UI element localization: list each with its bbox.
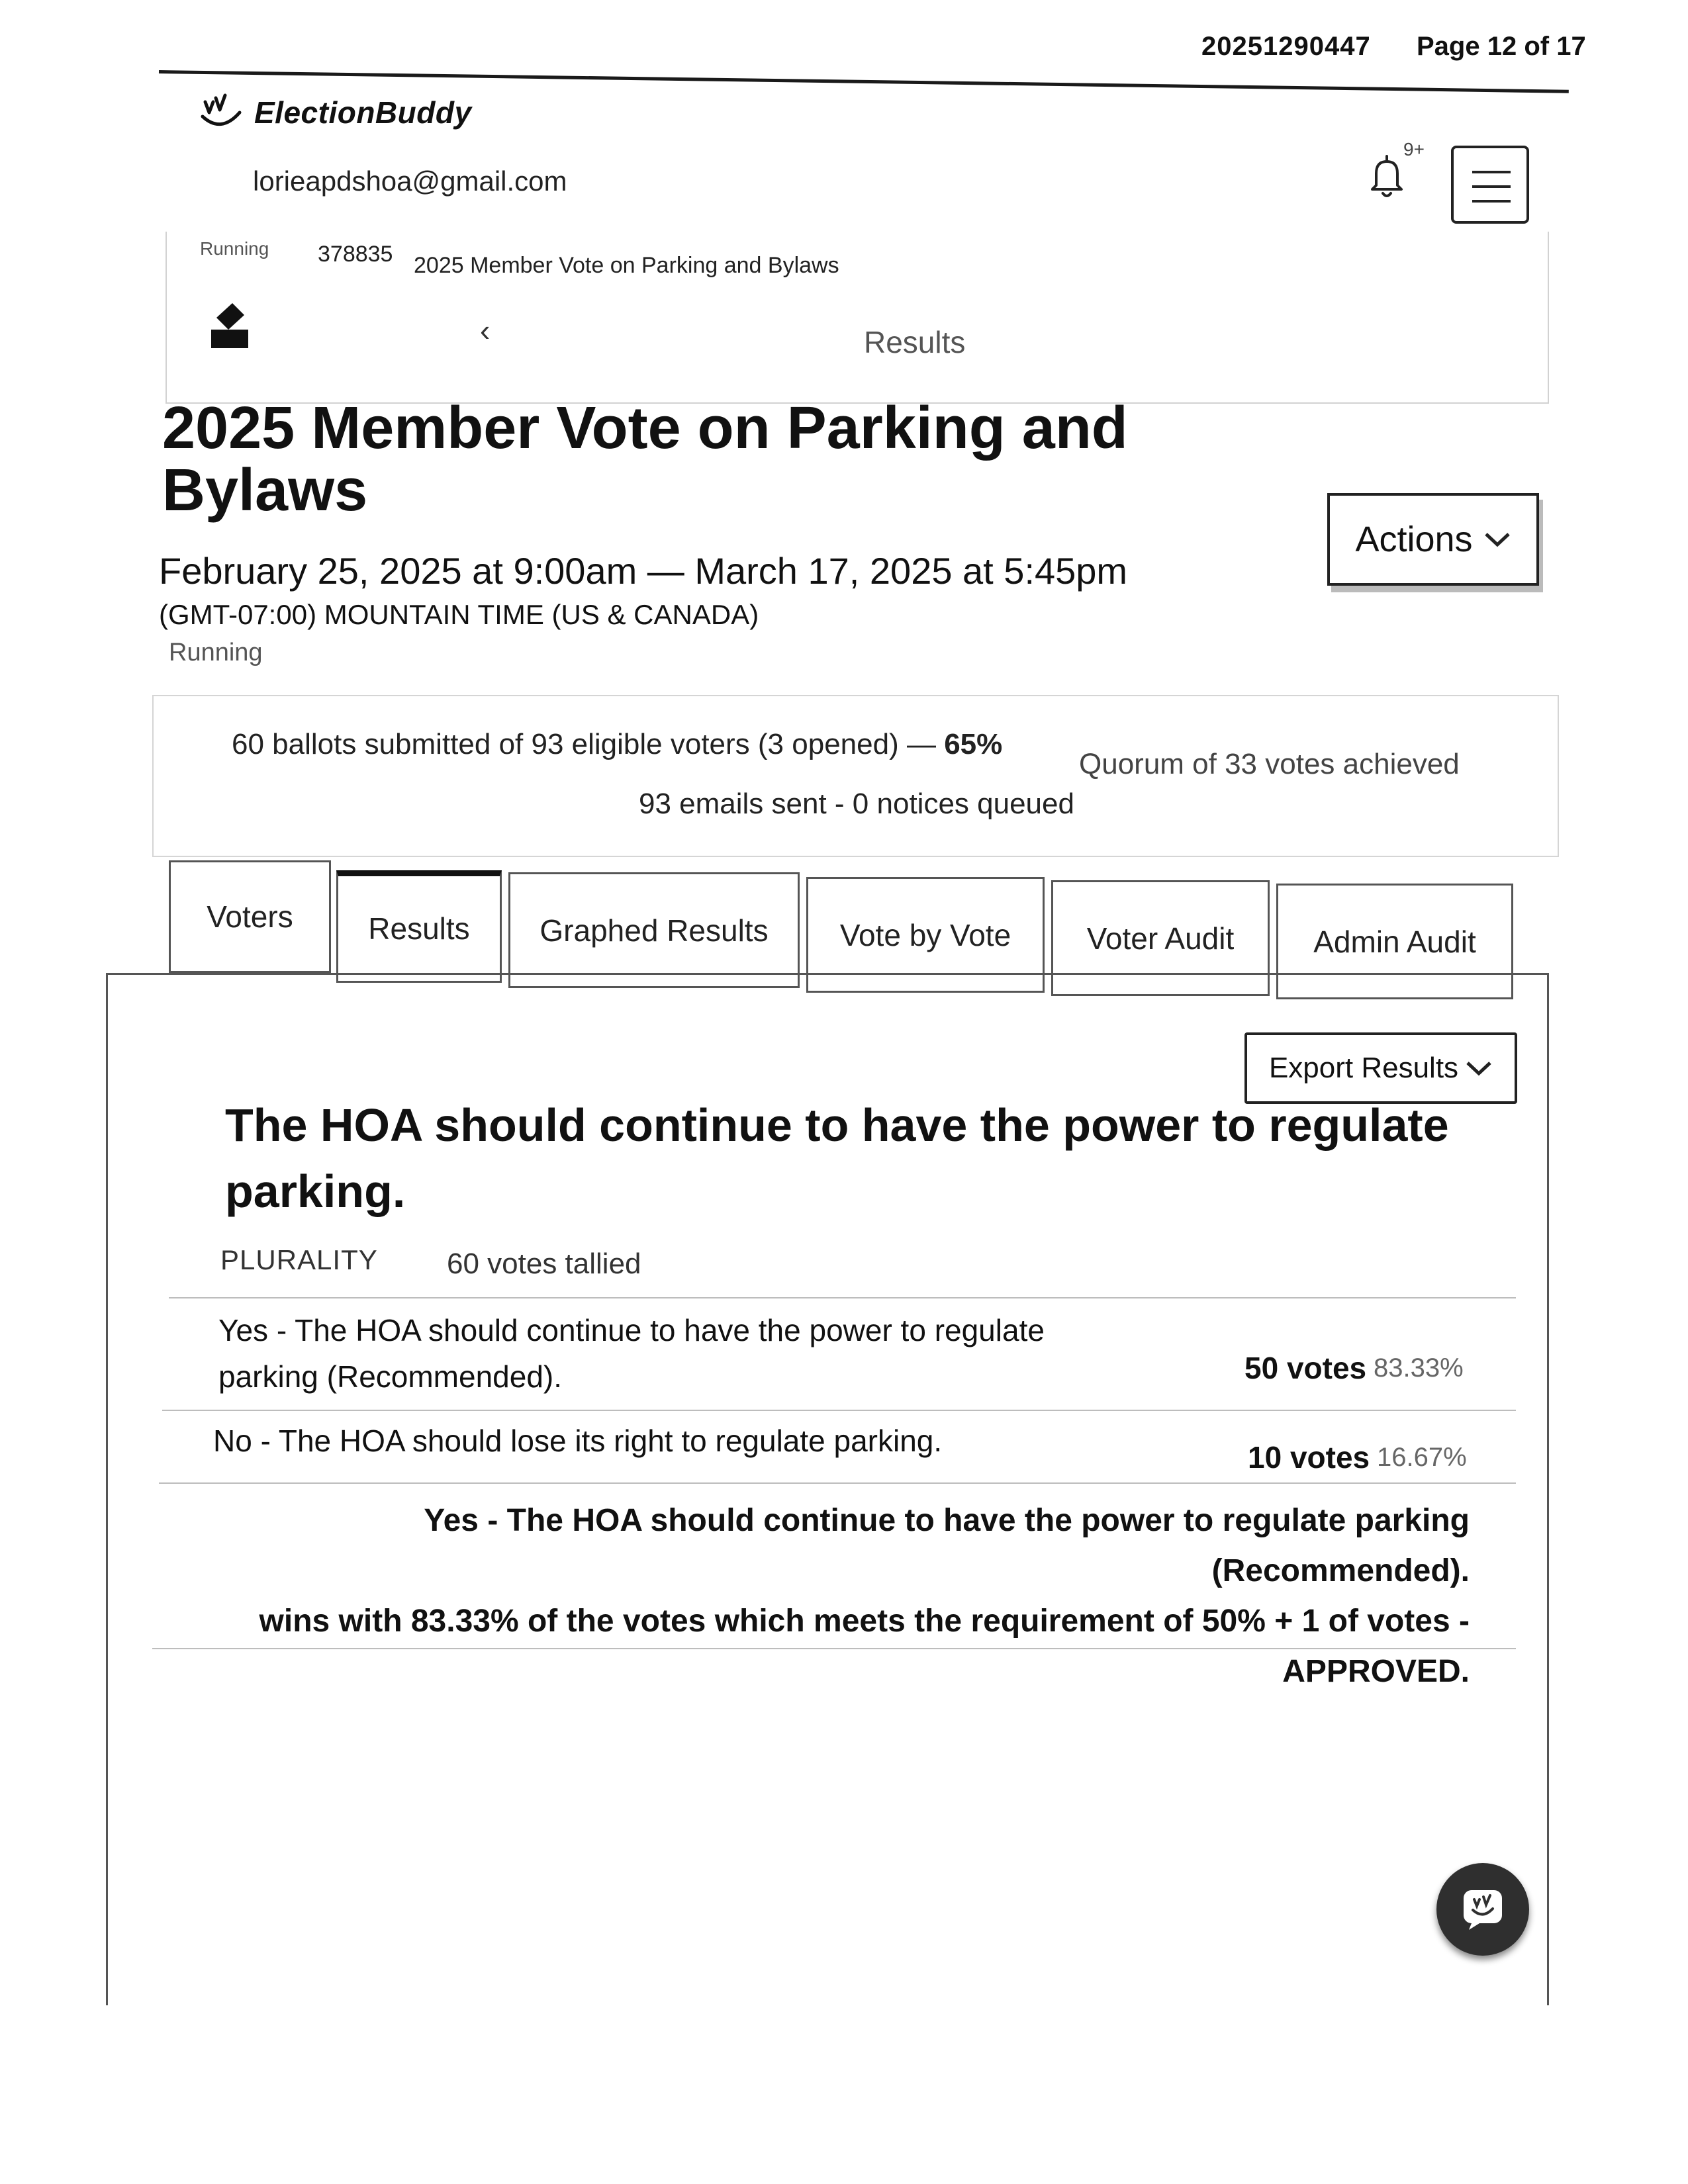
tab-label: Graphed Results (539, 913, 769, 948)
chevron-down-icon (1483, 530, 1511, 549)
export-results-label: Export Results (1268, 1052, 1459, 1084)
chat-bot-button[interactable] (1436, 1863, 1529, 1956)
election-title: 2025 Member Vote on Parking and Bylaws (162, 395, 1128, 523)
tally-method: PLURALITY (220, 1244, 378, 1275)
topbar-page-name: Results (864, 325, 966, 359)
result-option-label: Yes - The HOA should continue to have the power to regulate parking (Recommended). (218, 1313, 1045, 1394)
tab-label: Vote by Vote (839, 917, 1011, 952)
election-status: Running (169, 639, 263, 666)
election-date-range: February 25, 2025 at 9:00am — March 17, 2025 at 5:45pm (159, 550, 1128, 592)
result-option-votes: 50 votes (1244, 1351, 1367, 1385)
actions-button[interactable] (1327, 493, 1539, 586)
page-number: Page 12 of 17 (1417, 32, 1586, 61)
quorum-status: Quorum of 33 votes achieved (1079, 748, 1460, 780)
result-option-votes: 10 votes (1248, 1440, 1370, 1475)
election-crumb: 2025 Member Vote on Parking and Bylaws (414, 253, 839, 278)
brand-name: ElectionBuddy (254, 95, 472, 130)
email-stats: 93 emails sent - 0 notices queued (639, 788, 1074, 820)
chat-bot-icon (1460, 1886, 1506, 1933)
result-option-label: No - The HOA should lose its right to regulate parking. (213, 1424, 943, 1458)
brand[interactable] (199, 93, 472, 132)
divider (162, 1410, 1516, 1411)
summary-outcome: APPROVED. (1282, 1654, 1470, 1689)
election-status-small: Running (200, 238, 269, 259)
bell-icon[interactable] (1367, 152, 1407, 200)
ballot-stats (232, 728, 1002, 761)
summary-requirement: wins with 83.33% of the votes which meets the requirement of 50% + 1 of votes - (259, 1604, 1470, 1639)
summary-winner: Yes - The HOA should continue to have the power to regulate parking (Recommended). (424, 1503, 1470, 1588)
question-title: The HOA should continue to have the power to regulate parking. (225, 1099, 1449, 1217)
document-number: 20251290447 (1201, 32, 1371, 61)
result-option-percent: 83.33% (1374, 1353, 1464, 1383)
divider (169, 1297, 1516, 1298)
tab-voters[interactable] (169, 860, 331, 973)
election-timezone: (GMT-07:00) MOUNTAIN TIME (US & CANADA) (159, 599, 759, 630)
actions-label: Actions (1355, 520, 1473, 559)
turnout-percent: 65% (944, 728, 1003, 760)
chevron-down-icon (1465, 1059, 1493, 1077)
header-divider (159, 70, 1569, 93)
hamburger-menu-icon[interactable] (1451, 146, 1529, 224)
tab-label: Voters (207, 899, 293, 934)
chevron-left-icon[interactable]: ‹ (480, 313, 491, 347)
user-email: lorieapdshoa@gmail.com (253, 165, 567, 197)
tab-label: Results (368, 911, 470, 946)
votes-tallied: 60 votes tallied (447, 1248, 641, 1280)
tab-graphed-results[interactable] (508, 872, 800, 988)
notification-badge: 9+ (1403, 139, 1425, 159)
tab-label: Voter Audit (1086, 921, 1235, 956)
tab-label: Admin Audit (1313, 924, 1476, 959)
election-id: 378835 (318, 242, 393, 267)
electionbuddy-logo-icon (199, 93, 246, 132)
result-summary (179, 1496, 1470, 1697)
ballots-submitted: 60 ballots submitted of 93 eligible voters (3 opened) — (232, 728, 936, 760)
tab-results[interactable] (336, 870, 502, 983)
ballot-box-icon[interactable] (209, 298, 251, 351)
result-option-percent: 16.67% (1377, 1443, 1467, 1472)
divider (159, 1482, 1516, 1484)
divider (152, 1648, 1516, 1649)
